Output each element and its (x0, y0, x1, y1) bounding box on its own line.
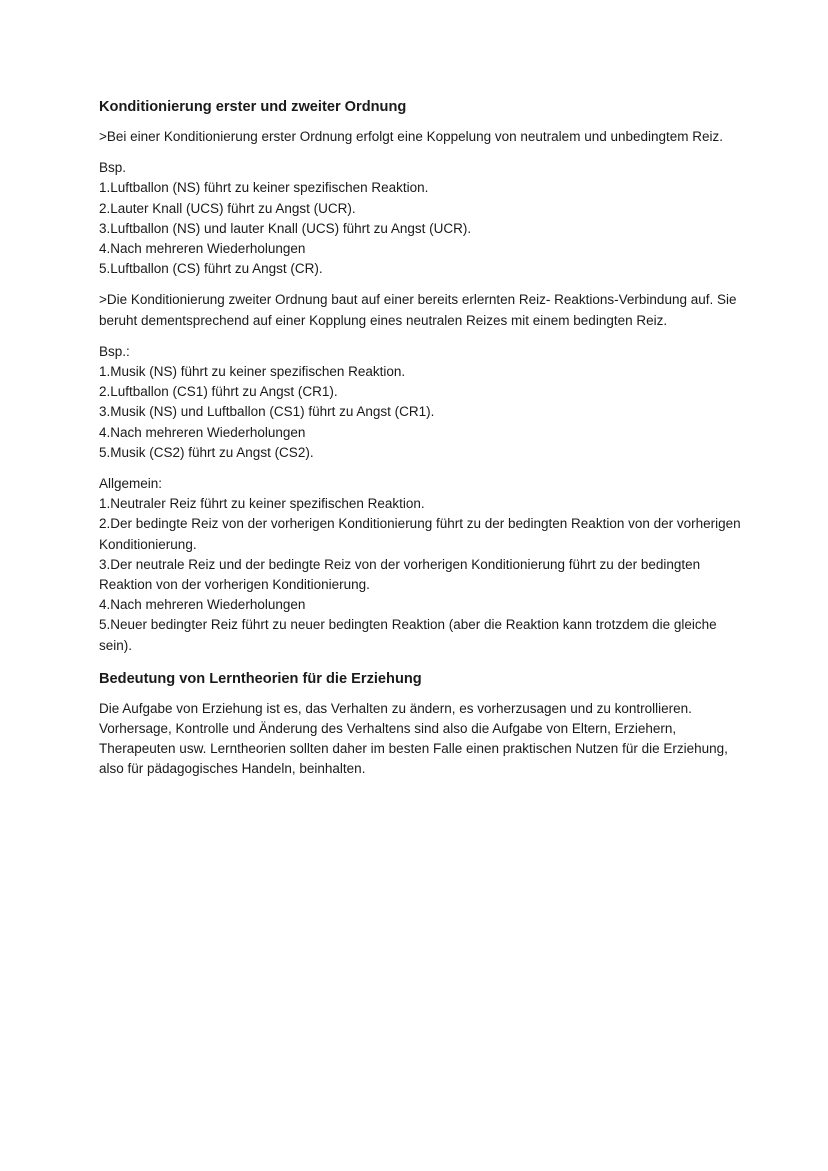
list-item: 4.Nach mehreren Wiederholungen (99, 597, 306, 613)
list-item: 2.Luftballon (CS1) führt zu Angst (CR1). (99, 384, 338, 400)
list-item: 3.Musik (NS) und Luftballon (CS1) führt zu Angst (CR1). (99, 404, 435, 420)
list-item: 2.Lauter Knall (UCS) führt zu Angst (UCR). (99, 200, 356, 216)
general-list (99, 494, 749, 656)
list-item: 5.Neuer bedingter Reiz führt zu neuer bedingten Reaktion (aber die Reaktion kann trotzdem die gleiche sein). (99, 617, 717, 653)
example-list-first-order (99, 178, 749, 279)
list-item: 2.Der bedingte Reiz von der vorherigen Konditionierung führt zu der bedingten Reaktion von der vorherigen Konditionierung. (99, 516, 741, 552)
list-item: 1.Neutraler Reiz führt zu keiner spezifischen Reaktion. (99, 496, 425, 512)
section-heading-lerntheorien: Bedeutung von Lerntheorien für die Erziehung (99, 670, 422, 687)
erziehung-paragraph: Die Aufgabe von Erziehung ist es, das Verhalten zu ändern, es vorherzusagen und zu kontrollieren. Vorhersage, Kontrolle und Änderung des Verhaltens sind also die Aufgabe von Eltern, Erziehern, Therapeuten usw. Lerntheorien sollten daher im besten Falle einen praktischen Nutzen für die Erziehung, also für pädagogisches Handeln, beinhalten. (99, 700, 728, 777)
example2-label: Bsp.: (99, 343, 130, 359)
list-item: 1.Luftballon (NS) führt zu keiner spezifischen Reaktion. (99, 180, 429, 196)
second-order-paragraph: >Die Konditionierung zweiter Ordnung baut auf einer bereits erlernten Reiz- Reaktions-Verbindung auf. Sie beruht dementsprechend auf einer Kopplung eines neutralen Reizes mit einem bedingten Reiz. (99, 292, 737, 328)
list-item: 3.Luftballon (NS) und lauter Knall (UCS) führt zu Angst (UCR). (99, 220, 472, 236)
list-item: 4.Nach mehreren Wiederholungen (99, 241, 306, 257)
example-list-second-order (99, 362, 749, 463)
example-label: Bsp. (99, 160, 127, 176)
list-item: 5.Musik (CS2) führt zu Angst (CS2). (99, 444, 314, 460)
document-page (99, 96, 749, 780)
list-item: 4.Nach mehreren Wiederholungen (99, 424, 306, 440)
list-item: 1.Musik (NS) führt zu keiner spezifischen Reaktion. (99, 364, 406, 380)
intro-paragraph: >Bei einer Konditionierung erster Ordnung erfolgt eine Koppelung von neutralem und unbedingtem Reiz. (99, 129, 724, 144)
general-label: Allgemein: (99, 476, 163, 492)
section-heading-konditionierung: Konditionierung erster und zweiter Ordnung (99, 99, 407, 115)
list-item: 3.Der neutrale Reiz und der bedingte Reiz von der vorherigen Konditionierung führt zu der bedingten Reaktion von der vorherigen Konditionierung. (99, 556, 701, 593)
list-item: 5.Luftballon (CS) führt zu Angst (CR). (99, 261, 323, 277)
